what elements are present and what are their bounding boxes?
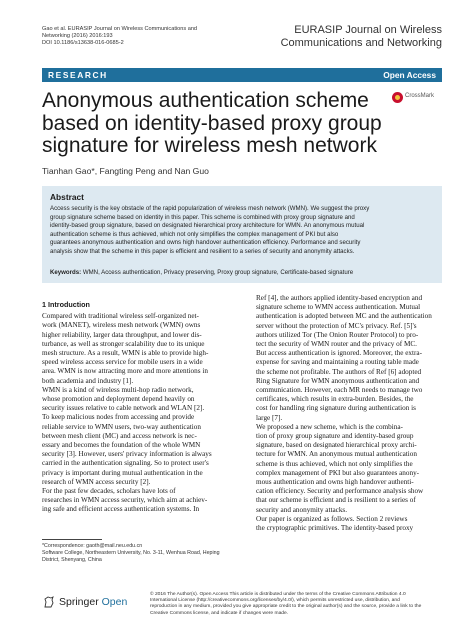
- body-text-line: scheme is thus achieved, which not only simplifies the: [256, 459, 413, 468]
- article-title: [42, 90, 392, 158]
- body-text-line: expense for saving and maintaining a routing table made: [256, 358, 419, 367]
- body-text-line: higher reliability, larger data throughput, and lower dis-: [42, 330, 202, 339]
- body-text-line: For the past few decades, scholars have lots of: [42, 487, 176, 496]
- body-text-line: speed wireless access service for mobile users in a wide: [42, 358, 203, 367]
- publisher-open: Open: [101, 596, 128, 608]
- body-text-line: large [7].: [256, 413, 283, 422]
- right-column-text: [256, 294, 449, 533]
- abstract-line: analysis show that the scheme in this paper is efficient and resilient to a series of security and anonymity attacks.: [50, 247, 355, 255]
- body-text-line: mesh structure. As a result, WMN is able to provide high-: [42, 349, 209, 358]
- correspondence-footnote: [42, 543, 242, 563]
- body-text-line: signature scheme to WMN access authentication. Mutual: [256, 303, 421, 312]
- body-text-line: tect the security of WMN router and the privacy of MC.: [256, 340, 417, 349]
- body-text-line: WMN is a kind of wireless multi-hop radio network,: [42, 385, 194, 394]
- publisher-name: Springer: [59, 596, 99, 608]
- body-text-line: Compared with traditional wireless self-organized net-: [42, 312, 199, 321]
- footnote-line: District, Shenyang, China: [42, 556, 102, 563]
- body-text-line: authentication is adopted between MC and the authentication: [256, 312, 432, 321]
- keywords-label: Keywords:: [50, 269, 82, 276]
- body-text-line: research of WMN access security [2].: [42, 477, 151, 486]
- title-line: signature for wireless mesh network: [42, 134, 377, 157]
- journal-name-line: Communications and Networking: [280, 37, 442, 49]
- body-text-line: carried in the authentication signaling. So to protect user's: [42, 459, 209, 468]
- crossmark-badge[interactable]: [392, 90, 446, 106]
- body-text-line: We proposed a new scheme, which is the combina-: [256, 422, 403, 431]
- abstract-heading: Abstract: [50, 192, 84, 202]
- left-column: [42, 300, 235, 515]
- body-text-line: reliable service to WMN users, two-way authentication: [42, 422, 201, 431]
- abstract-box: [42, 186, 442, 283]
- body-text-line: essary and becomes the foundation of the whole WMN: [42, 441, 201, 450]
- body-text-line: signature, based on designated hierarchical proxy archi-: [256, 441, 417, 450]
- abstract-line: identity-based group signature, based on designated hierarchical proxy architecture for WMN. An anonymous mutual: [50, 222, 365, 230]
- body-text-line: To keep malicious nodes from accessing and provide: [42, 413, 195, 422]
- footnote-rule: [42, 539, 102, 540]
- license-text: [150, 592, 446, 617]
- section-banner: [42, 68, 442, 82]
- publisher-logo: [42, 595, 132, 611]
- body-text-line: area. WMN is now attracting more and more attentions in: [42, 367, 208, 376]
- body-text-line: researches in WMN access security, which aim at achiev-: [42, 496, 208, 505]
- body-text-line: between mesh client (MC) and access network is nec-: [42, 431, 197, 440]
- body-text-line: mous authentication and owns high handover authenti-: [256, 478, 414, 487]
- body-text-line: privacy is important during mutual authentication in the: [42, 468, 203, 477]
- introduction-heading: 1 Introduction: [42, 300, 90, 309]
- body-text-line: authors utilized Tor (The Onion Router Protocol) to pro-: [256, 330, 419, 339]
- body-text-line: Ring Signature for WMN anonymous authentication and: [256, 376, 420, 385]
- body-text-line: whose promotion and deployment depend heavily on: [42, 395, 195, 404]
- abstract-line: Access security is the key obstacle of the rapid popularization of wireless mesh network (WMN). We suggest the proxy: [50, 205, 370, 212]
- open-access-label: Open Access: [383, 70, 436, 80]
- crossmark-icon: [392, 92, 403, 103]
- body-text-line: both academia and industry [1].: [42, 376, 134, 385]
- abstract-line: group signature scheme based on identity in this paper. This scheme is combined with proxy group signature and: [50, 213, 355, 221]
- body-text-line: Ref [4], the authors applied identity-based encryption and: [256, 294, 423, 302]
- license-line: © 2016 The Author(s). Open Access This article is distributed under the terms of the Creative Commons Attribution 4.0: [150, 592, 406, 597]
- body-text-line: security and anonymity attacks.: [256, 505, 348, 514]
- body-text-line: Our paper is organized as follows. Section 2 reviews: [256, 514, 408, 523]
- title-line: based on identity-based proxy group: [42, 111, 382, 135]
- keywords-text: WMN, Access authentication, Privacy preserving, Proxy group signature, Certificate-based signature: [82, 269, 354, 276]
- author-list: Tianhan Gao*, Fangting Peng and Nan Guo: [42, 166, 209, 176]
- body-text-line: complex management of PKI but also guarantees anony-: [256, 468, 420, 477]
- footnote-line: Software College, Northeastern University, No. 3-11, Wenhua Road, Heping: [42, 549, 220, 556]
- body-text-line: security issues relative to cable network and WLAN [2].: [42, 404, 205, 413]
- body-text-line: the scheme not profitable. The authors of Ref [6] adopted: [256, 367, 422, 376]
- citation-line: Gao et al. EURASIP Journal on Wireless Communications and: [42, 26, 198, 32]
- journal-name: [232, 24, 442, 50]
- citation-line: DOI 10.1186/s13638-016-0685-2: [42, 40, 124, 47]
- citation-block: [42, 26, 242, 48]
- body-text-line: communication. However, each MR needs to manage two: [256, 386, 423, 395]
- license-line: Creative Commons license, and indicate if changes were made.: [150, 610, 289, 616]
- body-text-line: ing safe and efficient access authentication systems. In: [42, 505, 200, 514]
- body-text-line: work (MANET), wireless mesh network (WMN) owns: [42, 321, 201, 330]
- body-text-line: cost for handling ring signature during authentication is: [256, 404, 416, 413]
- springer-horse-icon: [42, 595, 56, 609]
- abstract-text: [50, 205, 438, 257]
- license-line: International License (http://creativecommons.org/licenses/by/4.0/), which permits unrestricted use, distribution, and: [150, 598, 400, 604]
- abstract-line: guarantees anonymous authentication and owns high handover authentication efficiency. Performance and security: [50, 239, 361, 247]
- body-text-line: But access authentication is ignored. Moreover, the extra-: [256, 349, 422, 358]
- license-line: reproduction in any medium, provided you give appropriate credit to the original author(s) and the source, provide a link to the: [150, 604, 422, 610]
- footnote-line: *Correspondence: gaoth@mail.neu.edu.cn: [42, 543, 143, 549]
- title-line: Anonymous authentication scheme: [42, 89, 369, 112]
- left-column-text: [42, 312, 235, 514]
- citation-line: Networking (2016) 2016:193: [42, 33, 113, 40]
- journal-name-line: EURASIP Journal on Wireless: [294, 24, 442, 36]
- body-text-line: tion of proxy group signature and identity-based group: [256, 432, 414, 441]
- body-text-line: certificates, which results in extra-burden. Besides, the: [256, 395, 414, 404]
- body-text-line: security [3]. However, users' privacy information is always: [42, 450, 212, 459]
- body-text-line: cation efficiency. Security and performance analysis show: [256, 487, 424, 496]
- crossmark-label: CrossMark: [405, 93, 435, 99]
- right-column: [256, 294, 449, 533]
- abstract-line: authentication scheme is thus achieved, which not only simplifies the complex management of PKI but also: [50, 230, 339, 238]
- body-text-line: server without the protection of MC's privacy. Ref. [5]'s: [256, 321, 417, 330]
- section-label: RESEARCH: [48, 70, 108, 80]
- body-text-line: that our scheme is efficient and is resilient to a series of: [256, 496, 416, 505]
- body-text-line: turbance, as well as stronger scalability due to its unique: [42, 339, 205, 348]
- body-text-line: tecture for WMN. An anonymous mutual authentication: [256, 450, 417, 459]
- keywords-row: [50, 269, 353, 276]
- body-text-line: the cryptographic primitives. The identity-based proxy: [256, 524, 414, 533]
